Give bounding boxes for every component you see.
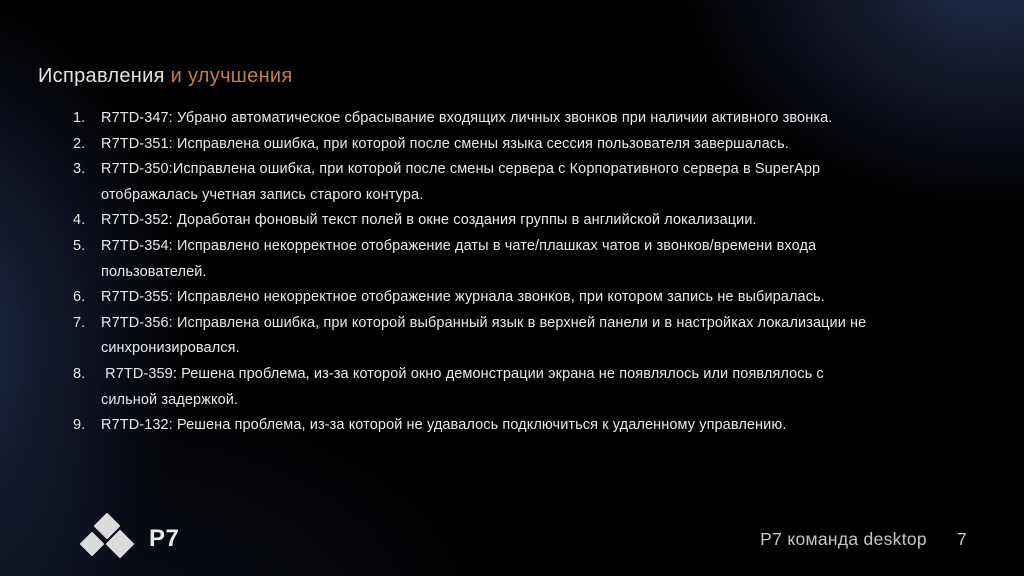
list-item-number: 4. <box>73 212 86 229</box>
list-item <box>73 311 989 362</box>
list-item-text <box>101 311 989 362</box>
list-item-line: R7TD-351: Исправлена ошибка, при которой после смены языка сессия пользователя завершалась. <box>101 135 789 152</box>
list-item-number: 8. <box>73 365 86 382</box>
list-item-line: R7TD-356: Исправлена ошибка, при которой выбранный язык в верхней панели и в настройках локализации не <box>101 314 867 331</box>
list-item-text <box>101 285 989 311</box>
list-item-line: R7TD-354: Исправлено некорректное отображение даты в чате/плашках чатов и звонков/времени входа <box>101 237 817 254</box>
list-item <box>73 132 989 158</box>
list-item-line: R7TD-132: Решена проблема, из-за которой не удавалось подключиться к удаленному управлению. <box>101 417 787 434</box>
list-item-line: R7TD-355: Исправлено некорректное отображение журнала звонков, при котором запись не выбиралась. <box>101 289 825 306</box>
fixes-list <box>73 106 989 439</box>
list-item-number: 9. <box>73 417 86 434</box>
list-item <box>73 208 989 234</box>
list-item-text <box>101 132 989 158</box>
list-item-line: R7TD-352: Доработан фоновый текст полей в окне создания группы в английской локализации. <box>101 212 757 229</box>
list-item-line: R7TD-347: Убрано автоматическое сбрасывание входящих личных звонков при наличии активного звонка. <box>101 110 833 126</box>
list-item-number: 7. <box>73 314 86 331</box>
list-item <box>73 413 989 439</box>
page-title-accent: и улучшения <box>164 65 293 88</box>
list-item <box>73 106 989 132</box>
logo-wordmark: P7 <box>149 525 180 552</box>
list-item <box>73 285 989 311</box>
page-title-white: Исправления <box>38 65 165 88</box>
list-item-text <box>101 157 989 208</box>
list-item-number: 3. <box>73 161 86 178</box>
list-item-line: синхронизировался. <box>101 340 240 357</box>
list-item-line: сильной задержкой. <box>101 391 239 408</box>
list-item-text <box>101 234 989 285</box>
list-item-number: 5. <box>73 237 86 254</box>
list-item-text <box>101 413 989 439</box>
list-item-line: R7TD-350:Исправлена ошибка, при которой после смены сервера с Корпоративного сервера в SuperApp <box>101 161 821 178</box>
list-item-number: 2. <box>73 135 86 152</box>
list-item <box>73 362 989 413</box>
footer-team-label: P7 команда desktop <box>760 529 927 549</box>
list-item-text <box>101 208 989 234</box>
list-item-line: R7TD-359: Решена проблема, из-за которой окно демонстрации экрана не появлялось или появлялось с <box>101 365 824 382</box>
list-item <box>73 234 989 285</box>
list-item <box>73 157 989 208</box>
page-title <box>38 65 293 88</box>
list-item-number: 1. <box>73 110 86 126</box>
footer <box>760 529 967 550</box>
list-item-number: 6. <box>73 289 86 306</box>
footer-page-number: 7 <box>956 529 967 549</box>
list-item-line: отображалась учетная запись старого контура. <box>101 186 424 203</box>
list-item-text <box>101 362 989 413</box>
list-item-text <box>101 106 989 132</box>
p7-diamonds-logo-icon <box>76 511 140 565</box>
list-item-line: пользователей. <box>101 263 207 280</box>
